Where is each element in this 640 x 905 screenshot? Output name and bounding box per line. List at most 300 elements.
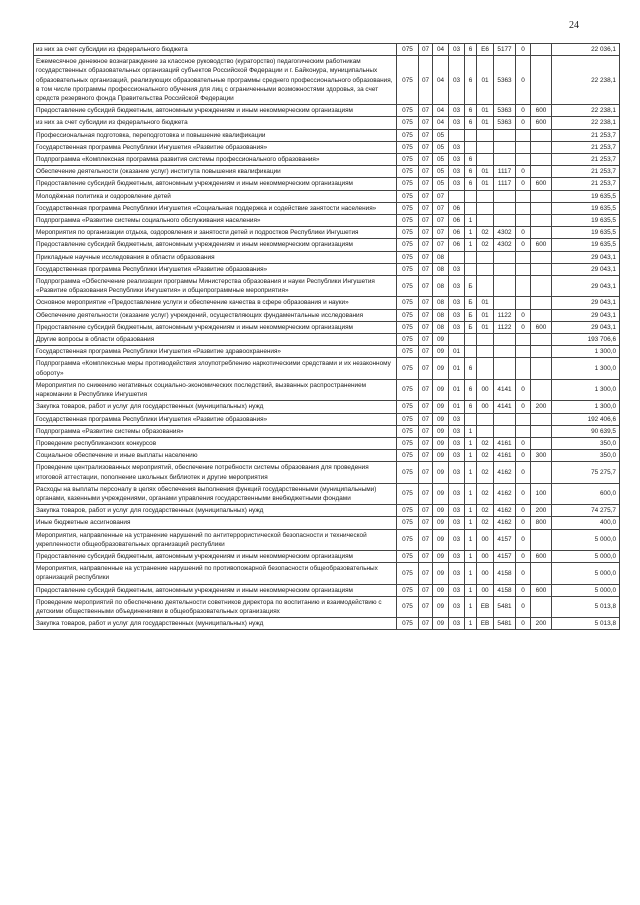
amount-cell: 19 635,5 [552,202,620,214]
code-cell [494,276,516,297]
table-row [34,483,620,504]
row-name-cell: из них за счет субсидии из федерального бюджета [34,117,397,129]
code-cell: 02 [477,239,494,251]
table-row [34,202,620,214]
row-name-cell: Мероприятия по организации отдыха, оздоровления и занятости детей и подростков Республики Ингушетия [34,227,397,239]
code-cell: 03 [449,563,465,584]
code-cell: 01 [449,346,465,358]
code-cell: 07 [433,202,449,214]
code-cell: 07 [433,190,449,202]
amount-cell: 1 300,0 [552,401,620,413]
code-cell [494,190,516,202]
amount-cell: 19 635,5 [552,227,620,239]
code-cell: 4141 [494,379,516,400]
code-cell [477,251,494,263]
code-cell [494,263,516,275]
code-cell: 01 [477,56,494,105]
code-cell [531,309,552,321]
code-cell: 075 [397,190,419,202]
amount-cell: 192 406,6 [552,413,620,425]
amount-cell: 1 300,0 [552,358,620,379]
code-cell: 00 [477,550,494,562]
code-cell: 600 [531,321,552,333]
code-cell [531,297,552,309]
amount-cell: 600,0 [552,483,620,504]
code-cell [494,215,516,227]
code-cell: 0 [516,105,531,117]
code-cell: 06 [449,202,465,214]
code-cell: 07 [419,239,433,251]
code-cell: 03 [449,178,465,190]
code-cell [477,141,494,153]
code-cell: 08 [433,309,449,321]
table-row [34,346,620,358]
code-cell [531,166,552,178]
code-cell: 06 [449,215,465,227]
code-cell: 4162 [494,505,516,517]
code-cell: 03 [449,596,465,617]
code-cell: 075 [397,462,419,483]
code-cell: 075 [397,425,419,437]
table-row [34,379,620,400]
table-row [34,401,620,413]
code-cell: 07 [433,239,449,251]
code-cell: 0 [516,321,531,333]
code-cell: 075 [397,596,419,617]
code-cell: 1 [465,483,477,504]
code-cell: 07 [419,483,433,504]
code-cell: 03 [449,297,465,309]
row-name-cell: Молодёжная политика и оздоровление детей [34,190,397,202]
code-cell: 03 [449,154,465,166]
code-cell: 4302 [494,239,516,251]
table-row [34,413,620,425]
table-row [34,56,620,105]
code-cell: 075 [397,505,419,517]
code-cell: 4162 [494,462,516,483]
code-cell: 0 [516,505,531,517]
table-row [34,563,620,584]
row-name-cell: Подпрограмма «Развитие системы социального обслуживания населения» [34,215,397,227]
code-cell: 03 [449,56,465,105]
code-cell: 0 [516,437,531,449]
code-cell: 0 [516,401,531,413]
row-name-cell: Обеспечение деятельности (оказание услуг) учреждений, осуществляющих фундаментальные исследования [34,309,397,321]
code-cell: 09 [433,413,449,425]
code-cell: 0 [516,483,531,504]
code-cell: 07 [419,413,433,425]
code-cell [531,154,552,166]
amount-cell: 5 000,0 [552,529,620,550]
code-cell: 08 [433,321,449,333]
code-cell [477,413,494,425]
code-cell: 1 [465,563,477,584]
amount-cell: 5 013,8 [552,618,620,630]
code-cell: 09 [433,379,449,400]
code-cell: 075 [397,166,419,178]
code-cell: 03 [449,450,465,462]
code-cell: 09 [433,550,449,562]
code-cell: 07 [419,334,433,346]
code-cell: 1117 [494,166,516,178]
code-cell: 03 [449,141,465,153]
code-cell: 1 [465,505,477,517]
table-row [34,263,620,275]
code-cell: 075 [397,346,419,358]
row-name-cell: Расходы на выплаты персоналу в целях обеспечения выполнения функций государственными (муниципальными) органами, казенными учреждениями, органами управления государственными внебюджетными фондами [34,483,397,504]
code-cell: 075 [397,239,419,251]
table-row [34,239,620,251]
code-cell [465,346,477,358]
code-cell [531,263,552,275]
code-cell: 800 [531,517,552,529]
code-cell [477,190,494,202]
code-cell: 05 [433,154,449,166]
code-cell [465,413,477,425]
code-cell: 1 [465,596,477,617]
code-cell: 4302 [494,227,516,239]
code-cell: 07 [419,550,433,562]
code-cell: 03 [449,105,465,117]
code-cell: 600 [531,550,552,562]
amount-cell: 29 043,1 [552,309,620,321]
code-cell [477,202,494,214]
code-cell: 6 [465,44,477,56]
code-cell [531,44,552,56]
code-cell [465,202,477,214]
table-row [34,178,620,190]
code-cell: 01 [477,105,494,117]
code-cell: 03 [449,462,465,483]
row-name-cell: Мероприятия, направленные на устранение нарушений по противопожарной безопасности общеобразовательных организаций республики [34,563,397,584]
table-row [34,505,620,517]
row-name-cell: Подпрограмма «Комплексная программа развития системы профессионального образования» [34,154,397,166]
code-cell: ЕВ [477,618,494,630]
code-cell: 6 [465,105,477,117]
row-name-cell: Профессиональная подготовка, переподготовка и повышение квалификации [34,129,397,141]
amount-cell: 29 043,1 [552,297,620,309]
code-cell: 1122 [494,321,516,333]
code-cell: 07 [419,450,433,462]
code-cell: 0 [516,178,531,190]
code-cell: 075 [397,550,419,562]
code-cell: 5363 [494,117,516,129]
code-cell: 5363 [494,56,516,105]
code-cell: 0 [516,379,531,400]
code-cell: 09 [433,529,449,550]
code-cell: 09 [433,358,449,379]
code-cell: 01 [449,379,465,400]
row-name-cell: Ежемесячное денежное вознаграждение за классное руководство (кураторство) педагогическим работникам государственных образовательных организаций субъектов Российской Федерации и г. Байконура, муниципальных образовательных организаций, реализующих образовательные программы среднего профессионального образования, в том числе программы профессионального обучения для лиц с ограниченными возможностями здоровья, за счет средств резервного фонда Правительства Российской Федерации [34,56,397,105]
code-cell: 0 [516,117,531,129]
row-name-cell: Предоставление субсидий бюджетным, автономным учреждениям и иным некоммерческим организациям [34,550,397,562]
code-cell [477,129,494,141]
code-cell [494,251,516,263]
code-cell [516,297,531,309]
code-cell: 08 [433,263,449,275]
code-cell [477,346,494,358]
code-cell: 075 [397,263,419,275]
row-name-cell: Предоставление субсидий бюджетным, автономным учреждениям и иным некоммерческим организациям [34,239,397,251]
code-cell [465,334,477,346]
code-cell [516,263,531,275]
code-cell: 02 [477,462,494,483]
code-cell: 0 [516,166,531,178]
table-row [34,166,620,178]
code-cell: 09 [433,618,449,630]
code-cell: 07 [419,117,433,129]
code-cell [449,129,465,141]
code-cell: 0 [516,309,531,321]
code-cell: Б [465,276,477,297]
amount-cell: 29 043,1 [552,251,620,263]
table-row [34,517,620,529]
code-cell: 03 [449,321,465,333]
code-cell: 05 [433,129,449,141]
amount-cell: 21 253,7 [552,154,620,166]
code-cell [516,346,531,358]
code-cell: 0 [516,227,531,239]
code-cell: 07 [419,563,433,584]
row-name-cell: Другие вопросы в области образования [34,334,397,346]
code-cell: 075 [397,56,419,105]
code-cell: 1 [465,437,477,449]
code-cell: 02 [477,227,494,239]
code-cell: 075 [397,44,419,56]
code-cell: 01 [477,321,494,333]
code-cell: 07 [419,141,433,153]
code-cell: 07 [419,166,433,178]
table-row [34,154,620,166]
amount-cell: 5 000,0 [552,550,620,562]
code-cell [531,596,552,617]
code-cell [516,425,531,437]
code-cell: 075 [397,297,419,309]
code-cell: 06 [449,239,465,251]
code-cell: 0 [516,563,531,584]
code-cell: 0 [516,44,531,56]
code-cell [477,276,494,297]
code-cell: 4161 [494,437,516,449]
code-cell: 1 [465,239,477,251]
code-cell: 02 [477,483,494,504]
amount-cell: 21 253,7 [552,178,620,190]
code-cell: 1122 [494,309,516,321]
amount-cell: 29 043,1 [552,276,620,297]
code-cell: 6 [465,56,477,105]
code-cell: ЕВ [477,596,494,617]
code-cell [531,276,552,297]
amount-cell: 5 000,0 [552,584,620,596]
code-cell: 03 [449,44,465,56]
code-cell: 07 [419,529,433,550]
code-cell [531,437,552,449]
row-name-cell: Подпрограмма «Обеспечение реализации программы Министерства образования и науки Республики Ингушетия «Развитие образования Республики Ингушетия» и общепрограммные мероприятия» [34,276,397,297]
code-cell: 1 [465,450,477,462]
code-cell: 09 [433,462,449,483]
code-cell: 07 [419,584,433,596]
table-row [34,596,620,617]
code-cell: Е6 [477,44,494,56]
code-cell [516,190,531,202]
code-cell: 05 [433,166,449,178]
code-cell [449,190,465,202]
row-name-cell: Мероприятия, направленные на устранение нарушений по антитеррористической безопасности и технической укрепленности общеобразовательных организаций республики [34,529,397,550]
amount-cell: 19 635,5 [552,215,620,227]
code-cell: 1117 [494,178,516,190]
code-cell [531,529,552,550]
row-name-cell: Предоставление субсидий бюджетным, автономным учреждениям и иным некоммерческим организациям [34,178,397,190]
row-name-cell: Закупка товаров, работ и услуг для государственных (муниципальных) нужд [34,618,397,630]
code-cell [494,346,516,358]
code-cell: 4161 [494,450,516,462]
amount-cell: 1 300,0 [552,346,620,358]
code-cell [494,358,516,379]
code-cell [494,202,516,214]
code-cell: 075 [397,529,419,550]
table-row [34,437,620,449]
code-cell [531,56,552,105]
code-cell: 09 [433,596,449,617]
code-cell: 01 [477,309,494,321]
row-name-cell: Подпрограмма «Комплексные меры противодействия злоупотреблению наркотическими средствами и их незаконному обороту» [34,358,397,379]
code-cell: 00 [477,379,494,400]
code-cell: 02 [477,450,494,462]
amount-cell: 22 238,1 [552,105,620,117]
code-cell: 03 [449,517,465,529]
code-cell: 08 [433,297,449,309]
budget-table [33,43,620,630]
row-name-cell: Государственная программа Республики Ингушетия «Развитие образования» [34,263,397,275]
code-cell: 1 [465,584,477,596]
code-cell: 00 [477,584,494,596]
code-cell: 09 [433,346,449,358]
code-cell: 300 [531,450,552,462]
code-cell: 03 [449,437,465,449]
code-cell: 07 [419,202,433,214]
code-cell: 075 [397,154,419,166]
code-cell: 04 [433,105,449,117]
amount-cell: 90 639,5 [552,425,620,437]
code-cell: 07 [419,190,433,202]
code-cell: 07 [433,227,449,239]
amount-cell: 21 253,7 [552,166,620,178]
amount-cell: 74 275,7 [552,505,620,517]
table-row [34,227,620,239]
code-cell [465,141,477,153]
code-cell: 07 [419,517,433,529]
code-cell: 07 [419,227,433,239]
code-cell: 075 [397,276,419,297]
code-cell: 03 [449,584,465,596]
code-cell [516,251,531,263]
code-cell: 03 [449,263,465,275]
amount-cell: 1 300,0 [552,379,620,400]
code-cell: 09 [433,334,449,346]
code-cell: 075 [397,117,419,129]
code-cell: 4141 [494,401,516,413]
code-cell: 075 [397,202,419,214]
table-row [34,358,620,379]
code-cell: 600 [531,178,552,190]
code-cell [494,297,516,309]
code-cell: 02 [477,517,494,529]
row-name-cell: Основное мероприятие «Предоставление услуги и обеспечение качества в сфере образования и науки» [34,297,397,309]
code-cell: 1 [465,618,477,630]
code-cell [465,190,477,202]
code-cell: 075 [397,401,419,413]
code-cell: 1 [465,529,477,550]
code-cell [531,346,552,358]
amount-cell: 350,0 [552,437,620,449]
code-cell: 600 [531,117,552,129]
code-cell: 075 [397,129,419,141]
row-name-cell: Прикладные научные исследования в области образования [34,251,397,263]
code-cell: 1 [465,517,477,529]
code-cell: 01 [477,178,494,190]
amount-cell: 400,0 [552,517,620,529]
code-cell: 075 [397,618,419,630]
row-name-cell: Закупка товаров, работ и услуг для государственных (муниципальных) нужд [34,401,397,413]
code-cell: 07 [419,358,433,379]
code-cell [477,215,494,227]
code-cell [516,276,531,297]
code-cell: 200 [531,401,552,413]
table-row [34,321,620,333]
table-row [34,251,620,263]
code-cell: 03 [449,413,465,425]
code-cell: 04 [433,44,449,56]
code-cell: 09 [433,450,449,462]
code-cell: 0 [516,529,531,550]
table-row [34,141,620,153]
code-cell [516,413,531,425]
code-cell: 0 [516,584,531,596]
code-cell: 100 [531,483,552,504]
code-cell: 00 [477,529,494,550]
code-cell [494,129,516,141]
code-cell [531,202,552,214]
code-cell: 075 [397,227,419,239]
code-cell: 075 [397,105,419,117]
amount-cell: 29 043,1 [552,321,620,333]
amount-cell: 350,0 [552,450,620,462]
code-cell: 07 [419,263,433,275]
code-cell: 03 [449,276,465,297]
table-row [34,450,620,462]
code-cell [531,358,552,379]
code-cell: 0 [516,56,531,105]
code-cell [516,129,531,141]
table-row [34,117,620,129]
code-cell: 09 [433,437,449,449]
code-cell: 4158 [494,563,516,584]
amount-cell: 22 238,1 [552,56,620,105]
code-cell: 02 [477,505,494,517]
code-cell: 0 [516,550,531,562]
code-cell: 0 [516,517,531,529]
code-cell [477,425,494,437]
code-cell: 075 [397,517,419,529]
table-row [34,618,620,630]
code-cell: 07 [419,596,433,617]
code-cell: 075 [397,450,419,462]
code-cell: 01 [477,297,494,309]
row-name-cell: Проведение республиканских конкурсов [34,437,397,449]
code-cell: 1 [465,462,477,483]
table-row [34,550,620,562]
code-cell: 09 [433,483,449,504]
